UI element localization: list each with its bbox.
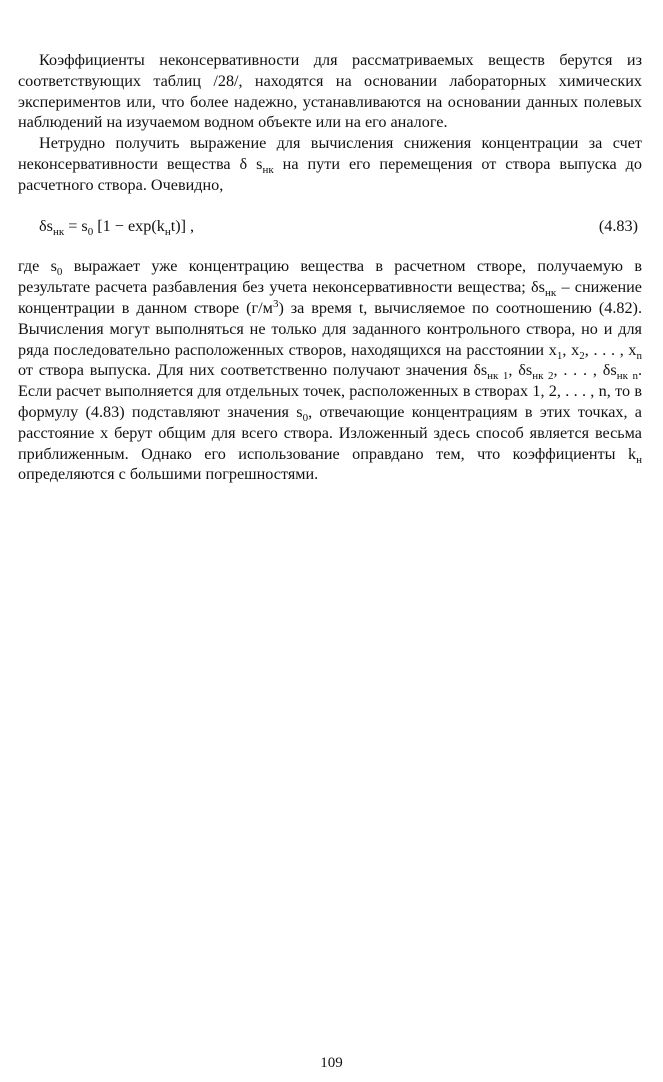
formula-expression bbox=[39, 216, 194, 237]
p3-t11: , отвечающие концентрациям в этих точках, а расстояние x берут общим для всего створа. Изложенный здесь способ является весьма приближенным. Однако его использование оправдано тем, что коэффициенты k bbox=[18, 402, 642, 463]
p3-sup1: 3 bbox=[272, 297, 279, 310]
paragraph-2 bbox=[18, 133, 642, 195]
paragraph-2-text-b: на пути его перемещения от створа выпуска до расчетного створа. Очевидно, bbox=[18, 154, 642, 194]
p3-s1: 0 bbox=[56, 266, 63, 279]
formula-number: (4.83) bbox=[598, 216, 638, 235]
formula-mid1-sub: 0 bbox=[87, 225, 94, 238]
formula-mid2: [1 − exp(k bbox=[93, 216, 165, 235]
p3-t8: , δs bbox=[508, 361, 533, 380]
formula-lhs: δs bbox=[39, 216, 53, 235]
formula-lhs-sub: нк bbox=[52, 225, 65, 238]
p3-t4: ) за время t, вычисляемое по соотношению (4.82). Вычисления могут выполняться не только для заданного контрольного створа, но и для ряда последовательно расположенных створов, находящихся на расстоянии x bbox=[18, 298, 642, 359]
p3-s5: n bbox=[636, 349, 643, 362]
p3-t7: от створа выпуска. Для них соответственно получают значения δs bbox=[18, 361, 488, 380]
paragraph-3 bbox=[18, 256, 642, 485]
p3-t2: выражает уже концентрацию вещества в расчетном створе, получаемую в результате расчета разбавления без учета неконсервативности вещества; δs bbox=[18, 257, 642, 297]
p3-s3: 1 bbox=[556, 349, 563, 362]
p3-s7: нк 2 bbox=[532, 370, 554, 383]
formula-end: t)] , bbox=[170, 216, 195, 235]
formula-mid2-sub: н bbox=[164, 225, 171, 238]
paragraph-2-subscript: нк bbox=[262, 163, 274, 176]
p3-s10: н bbox=[636, 453, 642, 466]
p3-s4: 2 bbox=[579, 349, 585, 362]
p3-t5: , x bbox=[562, 340, 580, 359]
p3-t10: . Если расчет выполняется для отдельных точек, расположенных в створах 1, 2, . . . , n, то в формулу (4.83) подставляют значения s bbox=[18, 361, 642, 421]
paragraph-1 bbox=[18, 50, 642, 133]
body-text bbox=[18, 50, 642, 485]
p3-t9: , . . . , δs bbox=[553, 361, 617, 380]
p3-t3: – снижение концентрации в данном створе (г/м bbox=[18, 278, 642, 317]
p3-t12: определяются с большими погрешностями. bbox=[18, 465, 319, 484]
p3-t1: где s bbox=[18, 257, 57, 276]
p3-s6: нк 1 bbox=[487, 370, 509, 383]
p3-s8: нк n bbox=[616, 370, 638, 383]
formula-4-83 bbox=[18, 216, 642, 237]
p3-s2: нк bbox=[544, 287, 557, 300]
p3-t6: , . . . , x bbox=[584, 340, 637, 359]
paragraph-1-text: Коэффициенты неконсервативности для рассматриваемых веществ берутся из соответствующих таблиц /28/, находятся на основании лабораторных химических экспериментов или, что более надежно, устанавливаются на основании данных полевых наблюдений на изучаемом водном объекте или на его аналоге. bbox=[18, 51, 642, 132]
paragraph-2-text-a: Нетрудно получить выражение для вычисления снижения концентрации за счет неконсервативности вещества δ s bbox=[18, 134, 642, 173]
formula-mid1: = s bbox=[64, 216, 88, 235]
p3-s9: 0 bbox=[302, 411, 309, 424]
page-number: 109 bbox=[320, 1055, 343, 1071]
